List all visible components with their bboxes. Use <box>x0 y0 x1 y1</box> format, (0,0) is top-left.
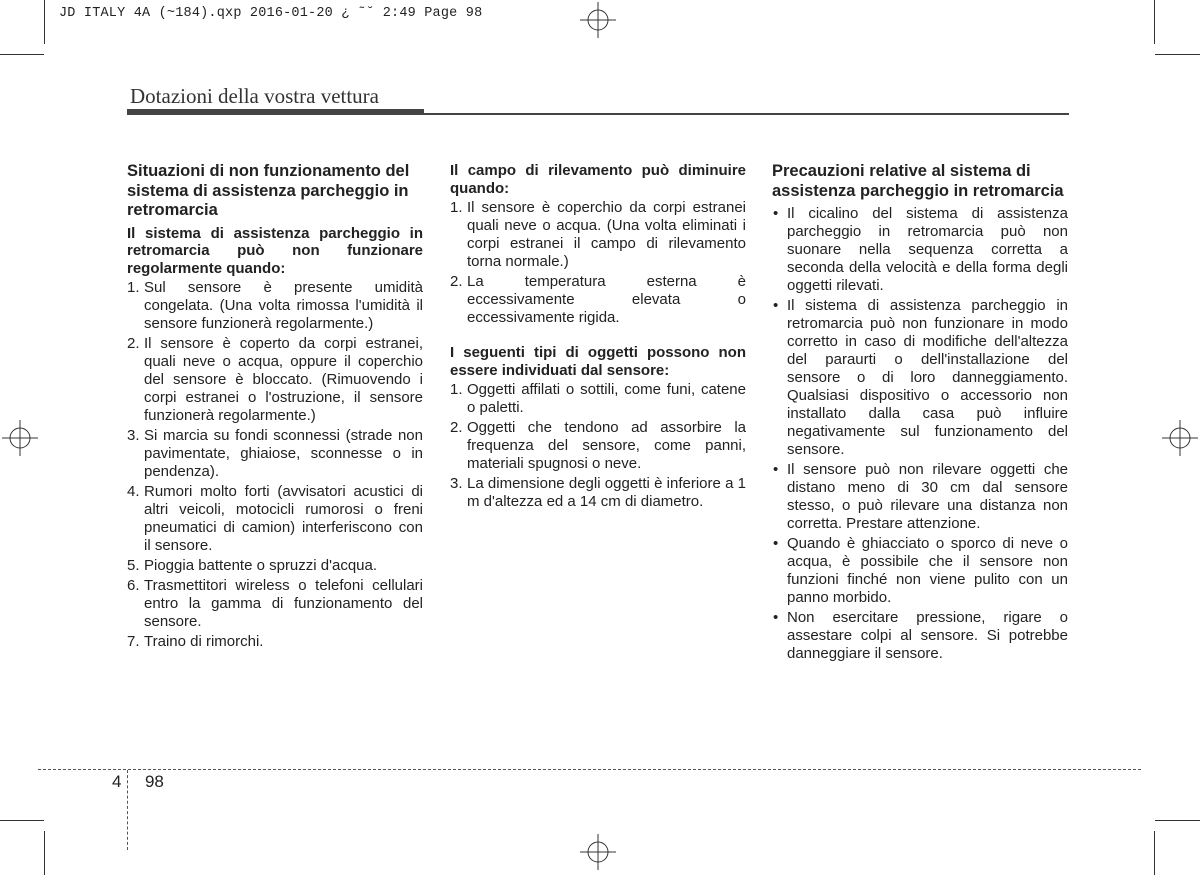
header-rule-thick <box>127 109 424 115</box>
list-item: 2. La temperatura esterna è eccessivamente elevata o eccessivamente rigida. <box>450 273 746 326</box>
list-item: 5. Pioggia battente o spruzzi d'acqua. <box>127 557 378 574</box>
list-item: 2. Il sensore è coperto da corpi estranei, quali neve o acqua, oppure il coperchio del sensore è bloccato. (Rimuovendo i corpi estranei o l'ostruzione, il sensore funzionerà regolarmente.) <box>127 335 423 424</box>
registration-mark-right <box>1162 420 1198 456</box>
list-item: • Quando è ghiacciato o sporco di neve o acqua, è possibile che il sensore non funzioni finché non viene pulito con un panno morbido. <box>773 535 1068 606</box>
column-right <box>772 162 1068 665</box>
list-item: 3. La dimensione degli oggetti è inferiore a 1 m d'altezza ed a 14 cm di diametro. <box>450 475 746 510</box>
list-item: 6. Trasmettitori wireless o telefoni cellulari entro la gamma di funzionamento del sensore. <box>127 577 423 630</box>
footer-rule <box>38 769 1141 770</box>
section-heading: Precauzioni relative al sistema di assistenza parcheggio in retromarcia <box>772 162 1064 200</box>
column-middle <box>450 162 746 513</box>
subsection-heading: I seguenti tipi di oggetti possono non essere individuati dal sensore: <box>450 344 746 379</box>
list-item: • Non esercitare pressione, rigare o assestare colpi al sensore. Si potrebbe danneggiare il sensore. <box>773 609 1068 662</box>
list-item: 7. Traino di rimorchi. <box>127 633 264 650</box>
list-item: 1. Oggetti affilati o sottili, come funi, catene o paletti. <box>450 381 746 416</box>
list-item: 3. Si marcia su fondi sconnessi (strade non pavimentate, ghiaiose, sconnesse o in pendenza). <box>127 427 423 480</box>
page-number-value: 98 <box>144 772 164 791</box>
list-item: • Il sensore può non rilevare oggetti che distano meno di 30 cm dal sensore stesso, o può rilevare una distanza non corretta. Prestare attenzione. <box>773 461 1068 532</box>
registration-mark-bottom <box>580 834 616 870</box>
registration-mark-top <box>580 2 616 38</box>
section-header-title: Dotazioni della vostra vettura <box>130 84 379 108</box>
subsection-heading: Il campo di rilevamento può diminuire quando: <box>450 162 746 197</box>
bullet-list <box>772 205 1068 663</box>
subsection-heading: Il sistema di assistenza parcheggio in retromarcia può non funzionare regolarmente quando: <box>127 224 423 277</box>
header-rule-thin <box>424 113 1069 115</box>
list-item: • Il cicalino del sistema di assistenza parcheggio in retromarcia può non suonare nella sequenza corretta a seconda della velocità e della forma degli oggetti rilevati. <box>773 205 1068 294</box>
list-item: 1. Sul sensore è presente umidità congelata. (Una volta rimossa l'umidità il sensore funzionerà regolarmente.) <box>127 279 423 332</box>
numbered-list <box>127 279 423 651</box>
list-item: • Il sistema di assistenza parcheggio in retromarcia può non funzionare in modo corretto in caso di modifiche dell'altezza del paraurti o dell'installazione del sensore o di loro danneggiamento. Qualsiasi dispositivo o accessorio non installato dalla casa può influire negativamente sul funzionamento del sensore. <box>773 297 1068 458</box>
column-left <box>127 162 423 653</box>
print-slug: JD ITALY 4A (~184).qxp 2016-01-20 ¿ ˜˘ 2:49 Page 98 <box>59 6 483 21</box>
chapter-number: 4 <box>112 772 122 791</box>
registration-mark-left <box>2 420 38 456</box>
list-item: 1. Il sensore è coperchio da corpi estranei quali neve o acqua. (Una volta eliminati i corpi estranei il campo di rilevamento torna normale.) <box>450 199 746 270</box>
page-number <box>112 772 164 792</box>
numbered-list <box>450 381 746 511</box>
list-item: 4. Rumori molto forti (avvisatori acustici di altri veicoli, motocicli rumorosi o freni pneumatici di camion) interferiscono con il sensore. <box>127 483 423 554</box>
numbered-list <box>450 199 746 327</box>
list-item: 2. Oggetti che tendono ad assorbire la frequenza del sensore, come panni, materiali spugnosi o neve. <box>450 419 746 472</box>
section-heading: Situazioni di non funzionamento del sistema di assistenza parcheggio in retromarcia <box>127 162 410 219</box>
